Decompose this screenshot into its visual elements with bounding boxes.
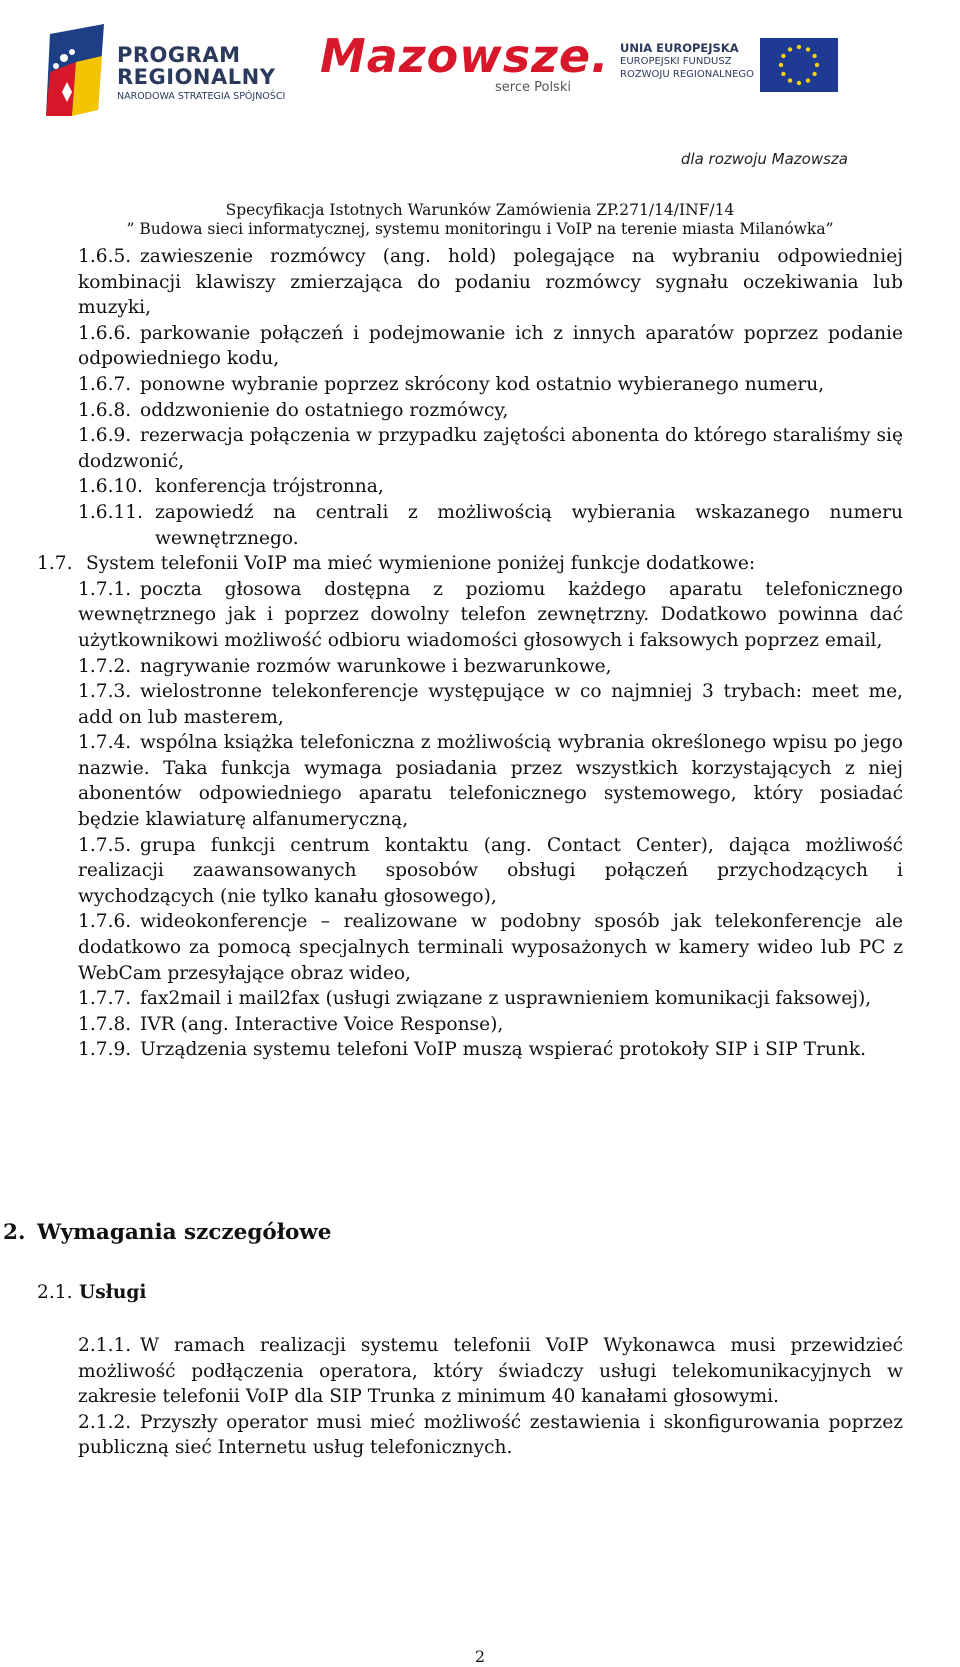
ue-line2: EUROPEJSKI FUNDUSZ: [620, 56, 732, 67]
item-number: 1.6.9.: [78, 425, 132, 447]
item-text: grupa funkcji centrum kontaktu (ang. Contact Center), dająca możliwość realizacji zaawansowanych sposobów obsługi połączeń przychodzących i wychodzących (nie tylko kanału głosowego),: [78, 834, 903, 907]
header-title-line: ” Budowa sieci informatycznej, systemu monitoringu i VoIP na terenie miasta Milanówka”: [126, 220, 834, 238]
item-text: konferencja trójstronna,: [155, 476, 384, 498]
item-text: Urządzenia systemu telefoni VoIP muszą wspierać protokoły SIP i SIP Trunk.: [140, 1039, 867, 1061]
item-number: 1.7.8.: [78, 1013, 132, 1035]
item-number: 1.7.1.: [78, 578, 132, 600]
item-text: parkowanie połączeń i podejmowanie ich z innych aparatów poprzez podanie odpowiedniego kodu,: [78, 322, 903, 370]
item-text: Przyszły operator musi mieć możliwość zestawienia i skonfigurowania poprzez publiczną sieć Internetu usług telefonicznych.: [78, 1411, 903, 1459]
item-number: 1.7.7.: [78, 988, 132, 1010]
list-item: [0, 244, 960, 321]
page-number: 2: [474, 1647, 486, 1666]
item-number: 1.6.5.: [78, 246, 132, 267]
item-number: 1.7.6.: [78, 911, 132, 933]
logo-bar: [0, 0, 960, 168]
item-number: 2.1.2.: [78, 1411, 132, 1433]
section-21-title: Usługi: [79, 1282, 147, 1303]
item-number: 1.7.5.: [78, 834, 132, 856]
item-text: oddzwonienie do ostatniego rozmówcy,: [140, 399, 509, 421]
list-item: [0, 730, 960, 832]
mazowsze-subtitle: serce Polski: [495, 80, 571, 95]
document-header: [0, 201, 960, 239]
item-number: 1.6.7.: [78, 373, 132, 395]
item-number: 1.7.9.: [78, 1039, 132, 1061]
list-item: [0, 679, 960, 730]
item-number: 1.6.11.: [78, 501, 144, 523]
ue-line3: ROZWOJU REGIONALNEGO: [620, 69, 755, 80]
item-text: ponowne wybranie poprzez skrócony kod ostatnio wybieranego numeru,: [140, 373, 825, 395]
item-number: 1.6.6.: [78, 322, 132, 344]
section-number: 1.7.: [37, 553, 73, 575]
ue-line1: UNIA EUROPEJSKA: [620, 41, 739, 55]
item-text: wspólna książka telefoniczna z możliwością wybrania określonego wpisu po jego nazwie. Taka funkcja wymaga posiadania przez wszystkich korzystających z niej abonentów odpowiedniego aparatu telefonicznego systemowego, który posiadać będzie klawiaturę alfanumeryczną,: [78, 732, 903, 831]
list-item: [0, 909, 960, 986]
mazowsze-logo: [320, 29, 610, 100]
item-text: zapowiedź na centrali z możliwością wybierania wskazanego numeru wewnętrznego.: [155, 501, 903, 549]
eu-flag-icon: [760, 38, 838, 92]
program-title: [117, 44, 275, 88]
section-text: System telefonii VoIP ma mieć wymienione poniżej funkcje dodatkowe:: [86, 553, 756, 575]
list-item: [0, 1012, 960, 1038]
list-item: [0, 423, 960, 474]
document-body: [0, 244, 960, 1063]
item-number: 1.7.4.: [78, 732, 132, 754]
item-text: rezerwacja połączenia w przypadku zajętości abonenta do którego staraliśmy się dodzwonić,: [78, 425, 903, 472]
item-text: IVR (ang. Interactive Voice Response),: [140, 1013, 504, 1035]
item-text: poczta głosowa dostępna z poziomu każdego aparatu telefonicznego wewnętrznego jak i poprzez dowolny telefon zewnętrzny. Dodatkowo powinna dać użytkownikowi możliwość odbioru wiadomości głosowych i faksowych poprzez email,: [78, 578, 903, 651]
list-item: [0, 577, 960, 654]
list-item: [0, 500, 960, 551]
item-number: 2.1.1.: [78, 1335, 132, 1356]
item-text: wielostronne telekonferencje występujące w co najmniej 3 trybach: meet me, add on lub masterem,: [78, 681, 903, 728]
list-item: [0, 654, 960, 680]
section-21-list: [0, 1333, 960, 1461]
section-heading: [0, 551, 960, 577]
item-text: W ramach realizacji systemu telefonii VoIP Wykonawca musi przewidzieć możliwość podłączenia operatora, który świadczy usługi telekomunikacyjnych w zakresie telefonii VoIP dla SIP Trunka z minimum 40 kanałami głosowymi.: [78, 1335, 903, 1408]
list-item: [0, 1333, 960, 1410]
item-text: fax2mail i mail2fax (usługi związane z usprawnieniem komunikacji faksowej),: [140, 988, 872, 1010]
list-item: [0, 1037, 960, 1063]
program-subtitle: NARODOWA STRATEGIA SPÓJNOŚCI: [117, 91, 286, 102]
item-number: 1.6.8.: [78, 399, 132, 421]
list-item: [0, 321, 960, 372]
list-item: [0, 372, 960, 398]
tagline: dla rozwoju Mazowsza: [680, 150, 848, 168]
item-number: 1.7.3.: [78, 681, 132, 703]
ue-text: [620, 42, 754, 81]
item-number: 1.7.2.: [78, 655, 132, 677]
item-text: zawieszenie rozmówcy (ang. hold) polegające na wybraniu odpowiedniej kombinacji klawiszy zmierzająca do podaniu rozmówcy sygnału oczekiwania lub muzyki,: [78, 246, 903, 319]
item-number: 1.6.10.: [78, 476, 144, 498]
item-text: wideokonferencje – realizowane w podobny sposób jak telekonferencje ale dodatkowo za pomocą specjalnych terminali wyposażonych w kamery wideo lub PC z WebCam przesyłające obraz wideo,: [78, 911, 903, 984]
mazowsze-wordmark: Mazowsze.: [320, 29, 610, 83]
program-flag-icon: [42, 22, 112, 118]
section-21-number: 2.1.: [37, 1282, 73, 1303]
list-item: [0, 986, 960, 1012]
list-item: [0, 833, 960, 910]
program-line2: REGIONALNY: [117, 65, 276, 89]
section-2-title: Wymagania szczegółowe: [37, 1220, 332, 1245]
list-item: [0, 474, 960, 500]
program-regionalny-logo: [42, 22, 302, 122]
header-spec-line: Specyfikacja Istotnych Warunków Zamówienia ZP.271/14/INF/14: [225, 201, 735, 219]
item-text: nagrywanie rozmów warunkowe i bezwarunkowe,: [140, 655, 612, 677]
ue-logo: [620, 38, 850, 98]
section-2-number: 2.: [3, 1220, 26, 1245]
list-item: [0, 1410, 960, 1461]
list-item: [0, 398, 960, 424]
program-line1: PROGRAM: [117, 43, 241, 67]
